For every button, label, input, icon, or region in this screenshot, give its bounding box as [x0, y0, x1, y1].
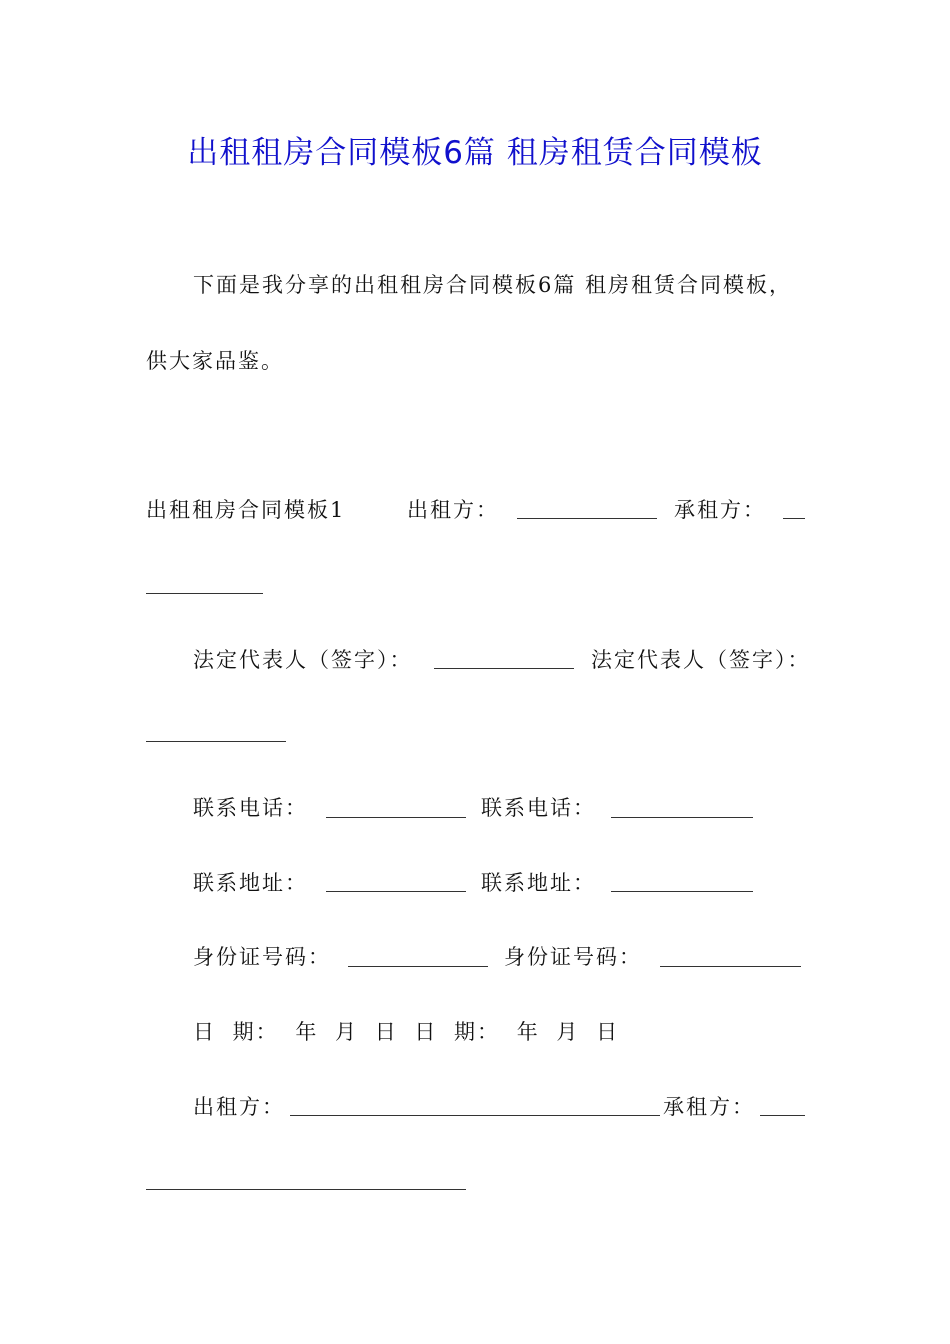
intro-line-2: 供大家品鉴。	[146, 349, 284, 373]
id-label-lessee: 身份证号码：	[504, 945, 642, 969]
lessee-blank-continued	[146, 593, 263, 594]
legal-rep-label-lessor: 法定代表人（签字）：	[193, 648, 413, 672]
lessee-label: 承租方：	[674, 498, 766, 522]
address-blank-lessee	[611, 891, 753, 892]
lessee-signature-blank-continued	[146, 1189, 466, 1190]
id-blank-lessee	[660, 966, 801, 967]
intro-line-1: 下面是我分享的出租租房合同模板6篇 租房租赁合同模板，	[193, 273, 793, 297]
lessor-signature-blank	[290, 1115, 660, 1116]
phone-blank-lessee	[611, 817, 753, 818]
lessor-blank	[517, 518, 657, 519]
id-blank-lessor	[348, 966, 488, 967]
lessor-label: 出租方：	[407, 498, 499, 522]
legal-rep-label-lessee: 法定代表人（签字）：	[591, 648, 811, 672]
lessee-blank-start	[783, 518, 805, 519]
phone-label-lessor: 联系电话：	[193, 796, 308, 820]
date-line: 日 期： 年 月 日 日 期： 年 月 日	[193, 1020, 620, 1044]
legal-rep-blank-lessor	[434, 668, 574, 669]
address-blank-lessor	[326, 891, 466, 892]
section-heading: 出租租房合同模板1	[146, 498, 346, 522]
legal-rep-blank-lessee	[146, 741, 286, 742]
phone-label-lessee: 联系电话：	[481, 796, 596, 820]
address-label-lessee: 联系地址：	[481, 871, 596, 895]
lessee-label-2: 承租方：	[663, 1095, 755, 1119]
document-title: 出租租房合同模板6篇 租房租赁合同模板	[187, 135, 763, 171]
phone-blank-lessor	[326, 817, 466, 818]
id-label-lessor: 身份证号码：	[193, 945, 331, 969]
address-label-lessor: 联系地址：	[193, 871, 308, 895]
lessor-label-2: 出租方：	[193, 1095, 285, 1119]
lessee-signature-blank-start	[760, 1115, 805, 1116]
